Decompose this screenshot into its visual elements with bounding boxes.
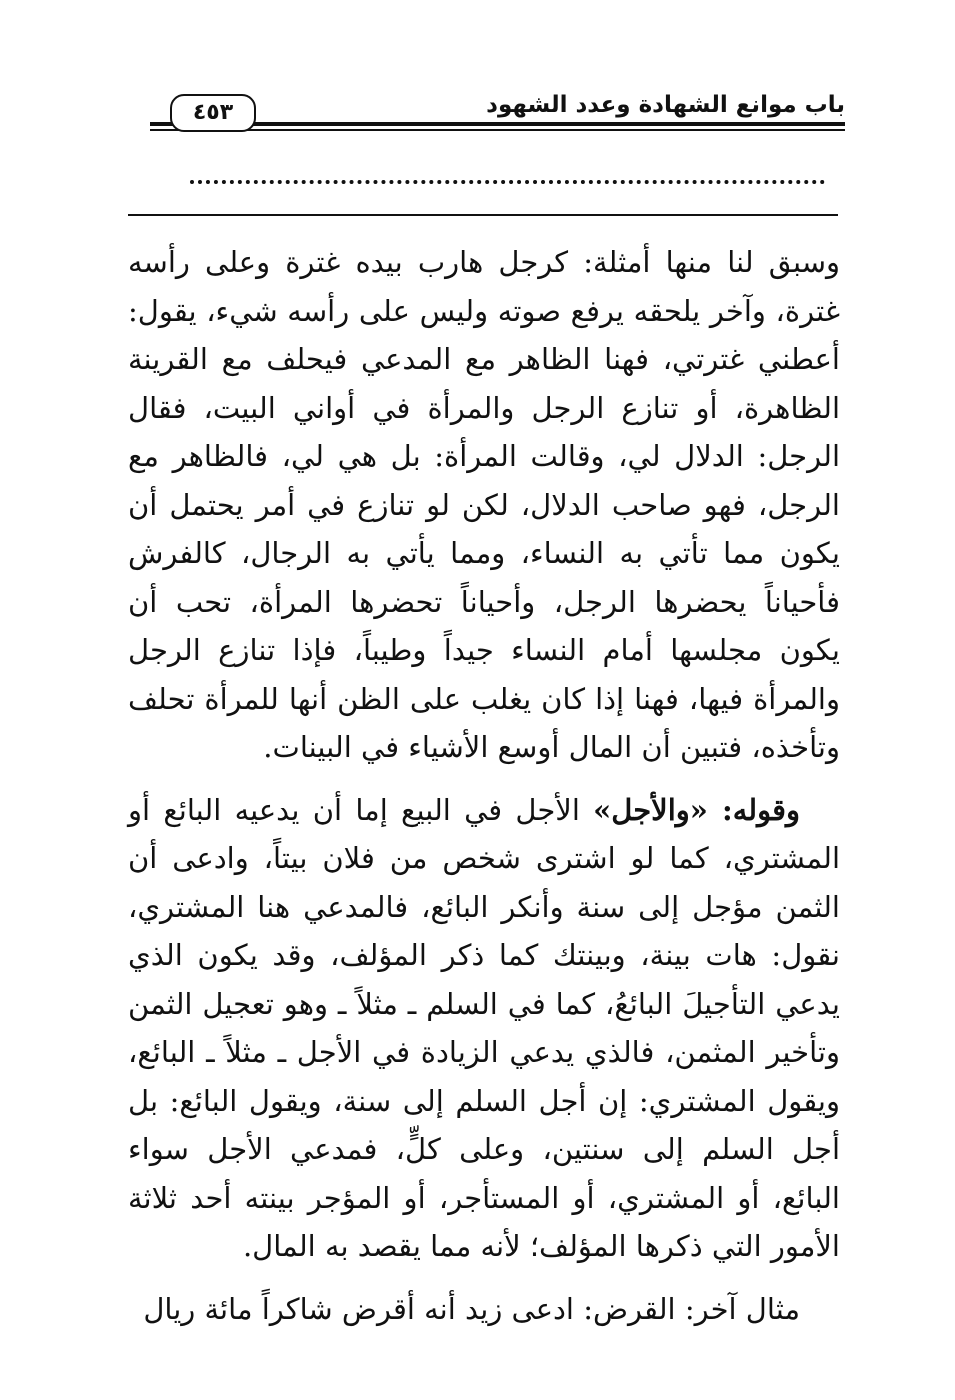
paragraph: مثال آخر: القرض: ادعى زيد أنه أقرض شاكراً مائة ريال <box>143 1291 800 1326</box>
page-number: ٤٥٣ <box>170 94 256 132</box>
header-rule-thin <box>150 129 845 131</box>
quoted-phrase: وقوله: «والأجل» <box>593 792 800 827</box>
page-header <box>150 86 845 146</box>
paragraph-text: الأجل في البيع إما أن يدعيه البائع أو المشتري، كما لو اشترى شخص من فلان بيتاً، وادعى أن الثمن مؤجل إلى سنة وأنكر البائع، فالمدعي هنا المشتري، نقول: هات بينة، وبينتك كما ذكر المؤلف، وقد يكون الذي يدعي التأجيلَ البائعُ، كما في السلم ـ مثلاً ـ وهو تعجيل الثمن وتأخير المثمن، فالذي يدعي الزيادة في الأجل ـ مثلاً ـ البائع، ويقول المشتري: إن أجل السلم إلى سنة، ويقول البائع: بل أجل السلم إلى سنتين، وعلى كلٍّ، فمدعي الأجل سواء البائع، أو المشتري، أو المستأجر، أو المؤجر بينته أحد ثلاثة الأمور التي ذكرها المؤلف؛ لأنه مما يقصد به المال. <box>128 792 840 1263</box>
paragraph <box>128 786 840 1271</box>
paragraph: وسبق لنا منها أمثلة: كرجل هارب بيده غترة وعلى رأسه غترة، وآخر يلحقه يرفع صوته وليس على رأسه شيء، يقول: أعطني غترتي، فهنا الظاهر مع المدعي فيحلف مع القرينة الظاهرة، أو تنازع الرجل والمرأة في أواني البيت، فقال الرجل: الدلال لي، وقالت المرأة: بل هي لي، فالظاهر مع الرجل، فهو صاحب الدلال، لكن لو تنازع في أمر يحتمل أن يكون مما تأتي به النساء، ومما يأتي به الرجال، كالفرش فأحياناً يحضرها الرجل، وأحياناً تحضرها المرأة، تحب أن يكون مجلسها أمام النساء جيداً وطيباً، فإذا تنازع الرجل والمرأة فيها، فهنا إذا كان يغلب على الظن أنها للمرأة تحلف وتأخذه، فتبين أن المال أوسع الأشياء في البينات. <box>128 245 840 764</box>
body-text <box>128 238 840 1333</box>
dotted-divider <box>190 166 825 184</box>
section-divider <box>128 214 838 216</box>
chapter-title: باب موانع الشهادة وعدد الشهود <box>486 92 845 118</box>
